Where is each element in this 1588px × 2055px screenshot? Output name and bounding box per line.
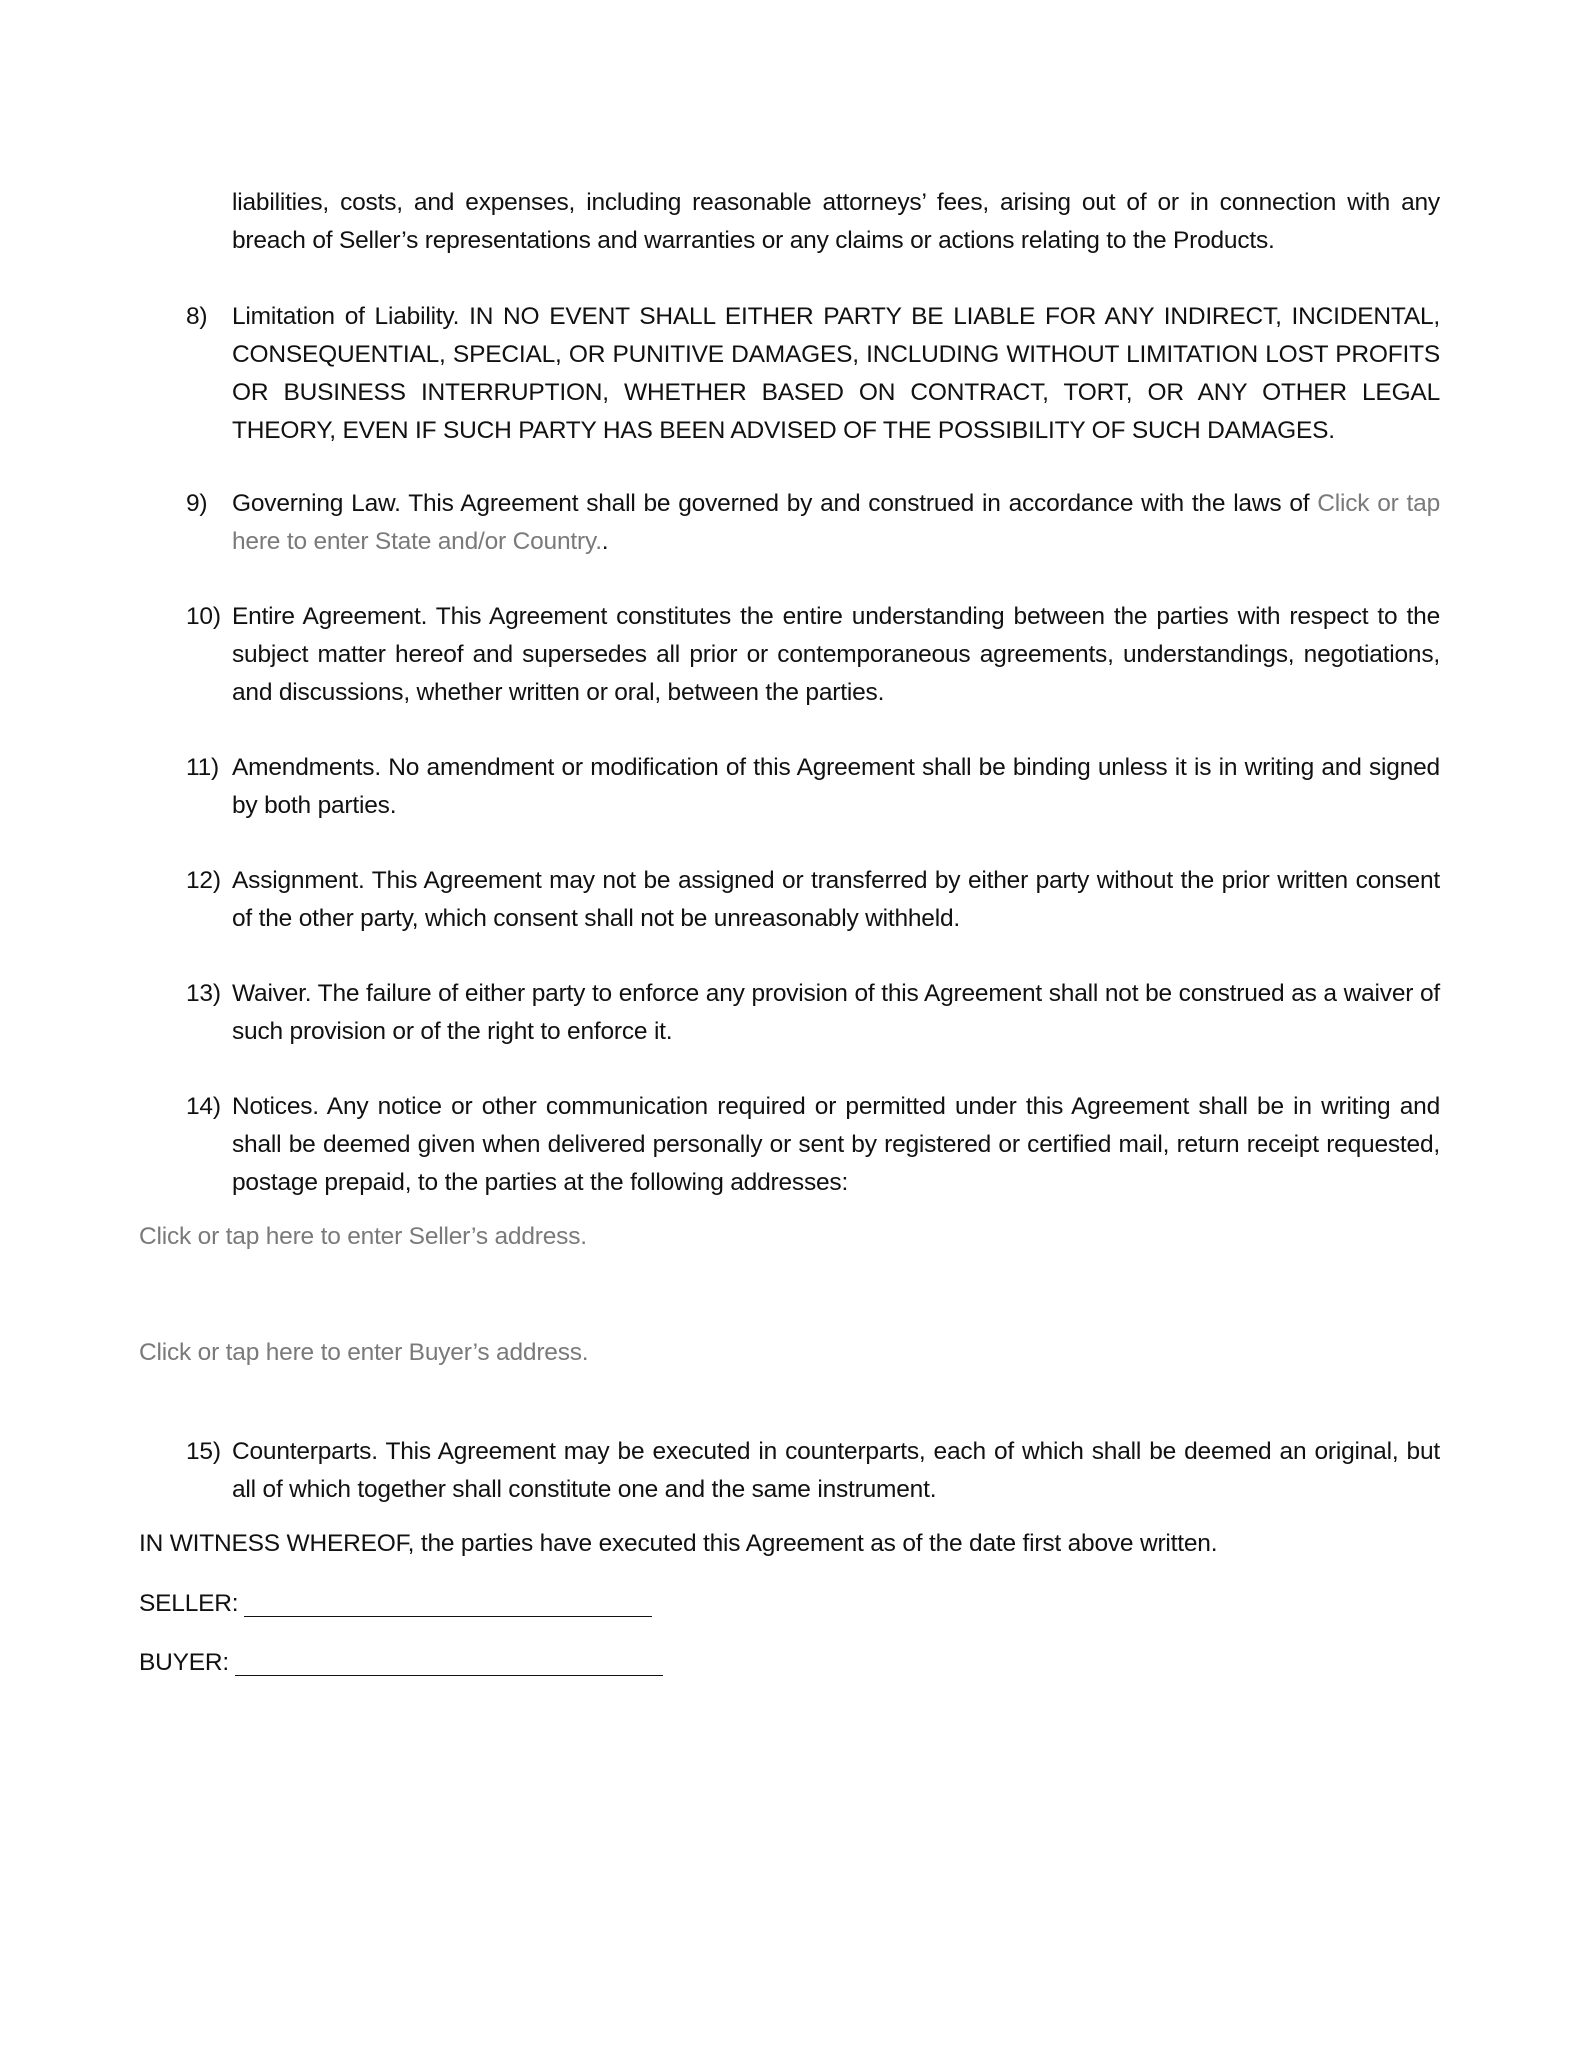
clause-counterparts — [186, 1433, 1440, 1509]
witness-statement: IN WITNESS WHEREOF, the parties have executed this Agreement as of the date first above written. — [139, 1530, 1218, 1557]
clause-text — [232, 485, 1440, 561]
clause-notices — [186, 1088, 1440, 1202]
indemnification-continuation: liabilities, costs, and expenses, including reasonable attorneys’ fees, arising out of or in connection with any breach of Seller’s representations and warranties or any claims or actions relating to the Products. — [232, 189, 1440, 254]
clause-text: Assignment. This Agreement may not be assigned or transferred by either party without the prior written consent of the other party, which consent shall not be unreasonably withheld. — [232, 867, 1440, 932]
seller-label: SELLER: — [139, 1590, 239, 1617]
clause-text-lead: Governing Law. This Agreement shall be governed by and construed in accordance with the laws of — [232, 490, 1318, 517]
seller-signature-line[interactable] — [244, 1586, 652, 1617]
seller-signature-row — [139, 1585, 652, 1623]
clause-number: 13) — [186, 980, 221, 1007]
clause-text: Notices. Any notice or other communication required or permitted under this Agreement shall be in writing and shall be deemed given when delivered personally or sent by registered or certified mail, return receipt requested, postage prepaid, to the parties at the following addresses: — [232, 1093, 1440, 1196]
clause-entire-agreement — [186, 598, 1440, 712]
seller-address-field[interactable]: Click or tap here to enter Seller’s address. — [139, 1223, 587, 1250]
clause-number: 12) — [186, 867, 221, 894]
buyer-address-field[interactable]: Click or tap here to enter Buyer’s address. — [139, 1339, 589, 1366]
clause-text: Waiver. The failure of either party to enforce any provision of this Agreement shall not be construed as a waiver of such provision or of the right to enforce it. — [232, 980, 1440, 1045]
clause-number: 10) — [186, 603, 221, 630]
buyer-label: BUYER: — [139, 1649, 230, 1676]
clause-number: 11) — [186, 754, 219, 781]
clause-limitation-of-liability — [186, 298, 1440, 450]
clause-text: Entire Agreement. This Agreement constitutes the entire understanding between the parties with respect to the subject matter hereof and supersedes all prior or contemporaneous agreements, understandings, negotiations, and discussions, whether written or oral, between the parties. — [232, 603, 1440, 706]
clause-governing-law — [186, 485, 1440, 561]
clause-text: Amendments. No amendment or modification of this Agreement shall be binding unless it is in writing and signed by both parties. — [232, 754, 1440, 819]
buyer-signature-row — [139, 1644, 663, 1682]
state-country-field[interactable]: Click or tap here to enter State and/or Country. — [232, 490, 1441, 555]
clause-assignment — [186, 862, 1440, 938]
clause-number: 14) — [186, 1093, 221, 1120]
clause-text: Counterparts. This Agreement may be executed in counterparts, each of which shall be deemed an original, but all of which together shall constitute one and the same instrument. — [232, 1438, 1440, 1503]
buyer-signature-line[interactable] — [235, 1645, 663, 1676]
clause-number: 8) — [186, 303, 208, 330]
clause-number: 9) — [186, 490, 208, 517]
clause-number: 15) — [186, 1438, 221, 1465]
clause-waiver — [186, 975, 1440, 1051]
clause-amendments — [186, 749, 1440, 825]
clause-text: Limitation of Liability. IN NO EVENT SHALL EITHER PARTY BE LIABLE FOR ANY INDIRECT, INCIDENTAL, CONSEQUENTIAL, SPECIAL, OR PUNITIVE DAMAGES, INCLUDING WITHOUT LIMITATION LOST PROFITS OR BUSINESS INTERRUPTION, WHETHER BASED ON CONTRACT, TORT, OR ANY OTHER LEGAL THEORY, EVEN IF SUCH PARTY HAS BEEN ADVISED OF THE POSSIBILITY OF SUCH DAMAGES. — [232, 303, 1440, 444]
clause-suffix: . — [601, 528, 609, 555]
